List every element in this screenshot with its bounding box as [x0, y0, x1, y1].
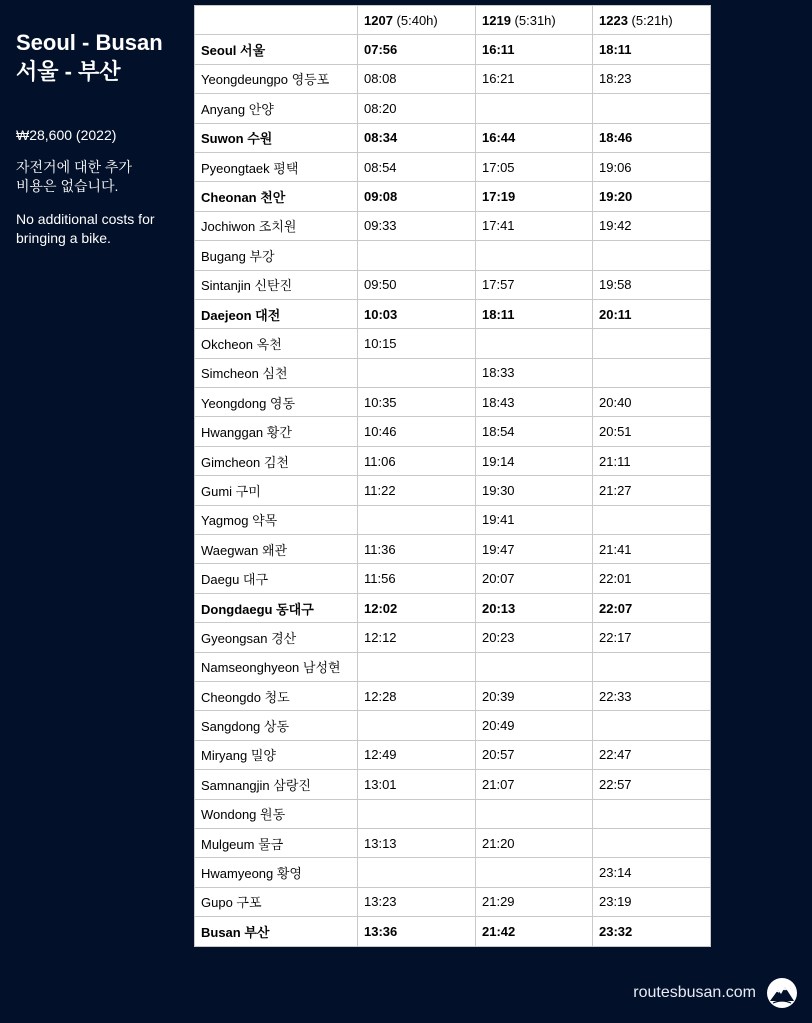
station-cell: Gimcheon 김천	[195, 446, 358, 475]
time-cell: 21:41	[593, 535, 711, 564]
table-row	[195, 711, 711, 740]
bike-note-ko-line1: 자전거에 대한 추가	[16, 159, 132, 175]
time-cell: 19:30	[476, 476, 593, 505]
time-cell: 12:49	[358, 740, 476, 769]
time-cell: 20:07	[476, 564, 593, 593]
table-row	[195, 535, 711, 564]
ticket-price: ₩28,600 (2022)	[16, 127, 117, 143]
station-column-header	[195, 6, 358, 35]
table-row	[195, 828, 711, 857]
time-cell: 13:23	[358, 887, 476, 916]
time-cell: 17:41	[476, 211, 593, 240]
time-cell: 17:05	[476, 152, 593, 181]
station-cell: Namseonghyeon 남성현	[195, 652, 358, 681]
time-cell	[476, 858, 593, 887]
train-duration: (5:40h)	[396, 12, 438, 28]
timetable-header-row	[195, 6, 711, 35]
station-cell: Okcheon 옥천	[195, 329, 358, 358]
route-title-ko: 서울 - 부산	[16, 59, 121, 84]
time-cell: 13:36	[358, 917, 476, 946]
train-duration: (5:31h)	[514, 12, 556, 28]
time-cell: 09:33	[358, 211, 476, 240]
time-cell: 23:14	[593, 858, 711, 887]
time-cell: 19:58	[593, 270, 711, 299]
time-cell	[476, 329, 593, 358]
table-row	[195, 299, 711, 328]
station-cell: Anyang 안양	[195, 94, 358, 123]
route-title-en: Seoul - Busan	[16, 30, 163, 55]
train-number: 1223	[599, 12, 628, 28]
table-row	[195, 182, 711, 211]
time-cell	[476, 94, 593, 123]
table-row	[195, 270, 711, 299]
time-cell: 22:07	[593, 593, 711, 622]
time-cell: 11:36	[358, 535, 476, 564]
table-row	[195, 652, 711, 681]
table-row	[195, 446, 711, 475]
table-row	[195, 858, 711, 887]
site-name: routesbusan.com	[633, 984, 756, 1001]
time-cell: 21:29	[476, 887, 593, 916]
table-row	[195, 681, 711, 710]
time-cell: 16:11	[476, 35, 593, 64]
time-cell	[593, 241, 711, 270]
table-row	[195, 388, 711, 417]
time-cell	[593, 329, 711, 358]
time-cell: 19:14	[476, 446, 593, 475]
time-cell	[593, 505, 711, 534]
station-cell: Hwanggan 황간	[195, 417, 358, 446]
station-cell: Suwon 수원	[195, 123, 358, 152]
time-cell: 19:41	[476, 505, 593, 534]
time-cell: 20:39	[476, 681, 593, 710]
table-row	[195, 329, 711, 358]
time-cell: 13:13	[358, 828, 476, 857]
table-row	[195, 476, 711, 505]
table-row	[195, 123, 711, 152]
time-cell: 17:57	[476, 270, 593, 299]
time-cell: 21:11	[593, 446, 711, 475]
bike-note-en-line2: bringing a bike.	[16, 230, 111, 246]
time-cell: 20:51	[593, 417, 711, 446]
station-cell: Pyeongtaek 평택	[195, 152, 358, 181]
table-row	[195, 740, 711, 769]
time-cell	[593, 828, 711, 857]
time-cell: 10:15	[358, 329, 476, 358]
station-cell: Hwamyeong 황영	[195, 858, 358, 887]
time-cell: 20:49	[476, 711, 593, 740]
time-cell: 22:01	[593, 564, 711, 593]
time-cell: 08:34	[358, 123, 476, 152]
station-cell: Seoul 서울	[195, 35, 358, 64]
station-cell: Gumi 구미	[195, 476, 358, 505]
time-cell: 16:44	[476, 123, 593, 152]
time-cell: 18:11	[593, 35, 711, 64]
time-cell: 07:56	[358, 35, 476, 64]
train-duration: (5:21h)	[631, 12, 673, 28]
time-cell: 16:21	[476, 64, 593, 93]
table-row	[195, 564, 711, 593]
time-cell	[358, 652, 476, 681]
time-cell: 18:23	[593, 64, 711, 93]
station-cell: Daejeon 대전	[195, 299, 358, 328]
station-cell: Bugang 부강	[195, 241, 358, 270]
table-row	[195, 799, 711, 828]
table-row	[195, 917, 711, 946]
station-cell: Sangdong 상동	[195, 711, 358, 740]
time-cell: 22:33	[593, 681, 711, 710]
time-cell: 20:11	[593, 299, 711, 328]
timetable	[194, 5, 711, 947]
train-column-header	[593, 6, 711, 35]
time-cell: 20:13	[476, 593, 593, 622]
time-cell: 18:54	[476, 417, 593, 446]
station-cell: Busan 부산	[195, 917, 358, 946]
time-cell	[358, 711, 476, 740]
time-cell: 12:12	[358, 623, 476, 652]
time-cell: 11:06	[358, 446, 476, 475]
time-cell: 21:20	[476, 828, 593, 857]
table-row	[195, 887, 711, 916]
route-title	[16, 28, 186, 86]
station-cell: Yeongdeungpo 영등포	[195, 64, 358, 93]
time-cell: 18:43	[476, 388, 593, 417]
time-cell	[358, 241, 476, 270]
station-cell: Cheonan 천안	[195, 182, 358, 211]
table-row	[195, 770, 711, 799]
station-cell: Yagmog 약목	[195, 505, 358, 534]
time-cell: 21:07	[476, 770, 593, 799]
time-cell: 19:20	[593, 182, 711, 211]
station-cell: Waegwan 왜관	[195, 535, 358, 564]
time-cell: 11:56	[358, 564, 476, 593]
time-cell: 18:11	[476, 299, 593, 328]
time-cell	[358, 358, 476, 387]
bike-note-en	[16, 210, 186, 248]
time-cell: 08:20	[358, 94, 476, 123]
time-cell	[358, 505, 476, 534]
time-cell	[593, 711, 711, 740]
time-cell	[476, 652, 593, 681]
time-cell	[593, 799, 711, 828]
time-cell: 20:57	[476, 740, 593, 769]
bike-note-ko-line2: 비용은 없습니다.	[16, 178, 119, 194]
bike-note-ko	[16, 158, 186, 196]
station-cell: Mulgeum 물금	[195, 828, 358, 857]
time-cell: 21:42	[476, 917, 593, 946]
table-row	[195, 417, 711, 446]
table-row	[195, 593, 711, 622]
station-cell: Yeongdong 영동	[195, 388, 358, 417]
footer	[633, 977, 798, 1009]
time-cell: 12:02	[358, 593, 476, 622]
time-cell: 22:57	[593, 770, 711, 799]
station-cell: Cheongdo 청도	[195, 681, 358, 710]
time-cell: 19:06	[593, 152, 711, 181]
time-cell: 10:46	[358, 417, 476, 446]
table-row	[195, 623, 711, 652]
station-cell: Gyeongsan 경산	[195, 623, 358, 652]
time-cell: 23:19	[593, 887, 711, 916]
bike-note-en-line1: No additional costs for	[16, 211, 155, 227]
train-number: 1219	[482, 12, 511, 28]
time-cell	[593, 94, 711, 123]
time-cell: 12:28	[358, 681, 476, 710]
time-cell: 08:08	[358, 64, 476, 93]
time-cell: 11:22	[358, 476, 476, 505]
station-cell: Simcheon 심천	[195, 358, 358, 387]
table-row	[195, 241, 711, 270]
time-cell: 20:40	[593, 388, 711, 417]
time-cell: 10:35	[358, 388, 476, 417]
sidebar	[16, 28, 186, 248]
time-cell	[476, 241, 593, 270]
station-cell: Miryang 밀양	[195, 740, 358, 769]
time-cell	[358, 799, 476, 828]
station-cell: Wondong 원동	[195, 799, 358, 828]
time-cell: 19:42	[593, 211, 711, 240]
train-column-header	[358, 6, 476, 35]
time-cell: 22:17	[593, 623, 711, 652]
train-number: 1207	[364, 12, 393, 28]
station-cell: Daegu 대구	[195, 564, 358, 593]
time-cell: 17:19	[476, 182, 593, 211]
time-cell	[358, 858, 476, 887]
time-cell: 09:08	[358, 182, 476, 211]
table-row	[195, 64, 711, 93]
timetable-body	[195, 35, 711, 946]
time-cell: 23:32	[593, 917, 711, 946]
time-cell: 20:23	[476, 623, 593, 652]
table-row	[195, 505, 711, 534]
time-cell: 21:27	[593, 476, 711, 505]
train-column-header	[476, 6, 593, 35]
table-row	[195, 152, 711, 181]
station-cell: Samnangjin 삼랑진	[195, 770, 358, 799]
time-cell	[593, 652, 711, 681]
time-cell: 10:03	[358, 299, 476, 328]
mountain-logo-icon	[766, 977, 798, 1009]
table-row	[195, 35, 711, 64]
station-cell: Jochiwon 조치원	[195, 211, 358, 240]
time-cell: 08:54	[358, 152, 476, 181]
station-cell: Dongdaegu 동대구	[195, 593, 358, 622]
time-cell: 13:01	[358, 770, 476, 799]
time-cell: 09:50	[358, 270, 476, 299]
time-cell: 18:33	[476, 358, 593, 387]
table-row	[195, 211, 711, 240]
time-cell	[593, 358, 711, 387]
time-cell: 19:47	[476, 535, 593, 564]
station-cell: Sintanjin 신탄진	[195, 270, 358, 299]
time-cell: 18:46	[593, 123, 711, 152]
time-cell	[476, 799, 593, 828]
table-row	[195, 358, 711, 387]
table-row	[195, 94, 711, 123]
time-cell: 22:47	[593, 740, 711, 769]
station-cell: Gupo 구포	[195, 887, 358, 916]
